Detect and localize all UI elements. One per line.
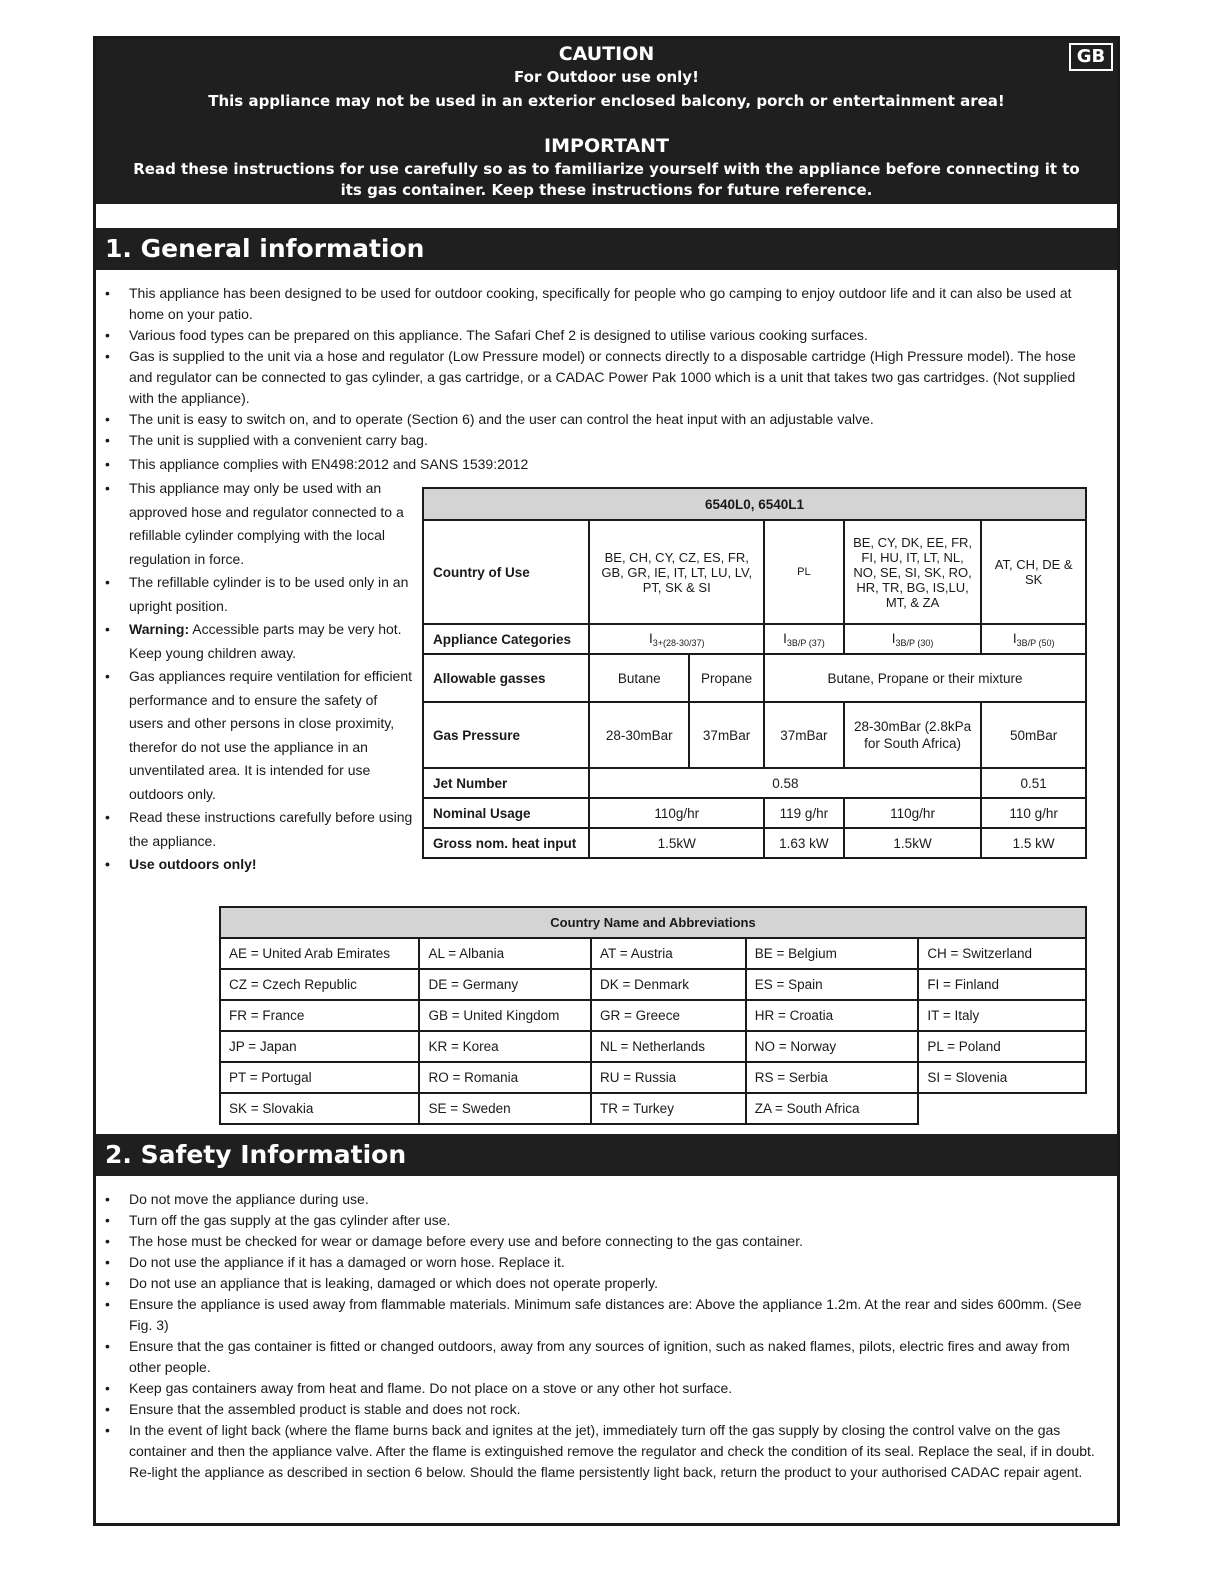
list-item: • Ensure that the gas container is fitted or changed outdoors, away from any sources of ignition, such as naked flames, pilots, electric fires and away from other people.	[96, 1336, 1096, 1378]
caution-balcony-line: This appliance may not be used in an exterior enclosed balcony, porch or entertainment area!	[208, 92, 1005, 110]
row-label-usage: Nominal Usage	[423, 798, 589, 828]
list-item: • Gas appliances require ventilation for efficient performance and to ensure the safety of users and other persons in close proximity, therefor do not use the appliance in an unventilated area. It is intended for use outdoors only.	[96, 665, 414, 806]
table-row	[220, 1093, 1086, 1124]
list-item: • Various food types can be prepared on this appliance. The Safari Chef 2 is designed to utilise various cooking surfaces.	[96, 325, 1096, 346]
table-cell: RU = Russia	[591, 1062, 746, 1093]
table-cell: $I_{3B/P (30)}$	[844, 624, 982, 654]
table-cell: 119 g/hr	[764, 798, 844, 828]
table-cell: 110 g/hr	[981, 798, 1086, 828]
section-2-heading: 2. Safety Information	[96, 1134, 1117, 1176]
list-item: • Use outdoors only!	[96, 853, 414, 877]
table-cell: SK = Slovakia	[220, 1093, 419, 1124]
general-info-list	[96, 283, 1096, 475]
table-row	[220, 938, 1086, 969]
important-text: Read these instructions for use carefully so as to familiarize yourself with the appliance before connecting it to its gas container. Keep these instructions for future reference.	[133, 160, 1080, 199]
table-cell: 0.58	[589, 768, 981, 798]
table-cell: JP = Japan	[220, 1031, 419, 1062]
table-cell: KR = Korea	[419, 1031, 591, 1062]
spec-table-header: 6540L0, 6540L1	[423, 488, 1086, 520]
row-label-heat: Gross nom. heat input	[423, 828, 589, 858]
table-cell: AT = Austria	[591, 938, 746, 969]
list-item: • Gas is supplied to the unit via a hose and regulator (Low Pressure model) or connects directly to a disposable cartridge (High Pressure model). The hose and regulator can be connected to gas cylinder, a gas cartridge, or a CADAC Power Pak 1000 which is a unit that takes two gas cartridges. (Not supplied with the appliance).	[96, 346, 1096, 409]
table-cell: HR = Croatia	[746, 1000, 919, 1031]
table-cell: $I_{3+(28-30/37)}$	[589, 624, 764, 654]
table-cell: PT = Portugal	[220, 1062, 419, 1093]
list-item: • Do not move the appliance during use.	[96, 1189, 1096, 1210]
table-cell: RS = Serbia	[746, 1062, 919, 1093]
table-cell: 110g/hr	[589, 798, 764, 828]
table-cell: 1.63 kW	[764, 828, 844, 858]
table-cell: IT = Italy	[918, 1000, 1086, 1031]
warning-text: Accessible parts may be very hot. Keep young children away.	[129, 621, 402, 661]
table-cell: 28-30mBar (2.8kPa for South Africa)	[844, 702, 982, 768]
table-cell: FR = France	[220, 1000, 419, 1031]
table-cell: GR = Greece	[591, 1000, 746, 1031]
list-item: • Do not use an appliance that is leaking, damaged or which does not operate properly.	[96, 1273, 1096, 1294]
table-cell: GB = United Kingdom	[419, 1000, 591, 1031]
table-cell: 37mBar	[689, 702, 764, 768]
table-cell: NO = Norway	[746, 1031, 919, 1062]
table-cell: 28-30mBar	[589, 702, 689, 768]
table-cell: CZ = Czech Republic	[220, 969, 419, 1000]
table-cell: 1.5kW	[844, 828, 982, 858]
table-cell: Butane, Propane or their mixture	[764, 654, 1086, 702]
table-cell: CH = Switzerland	[918, 938, 1086, 969]
warning-label: Warning:	[129, 621, 190, 637]
table-row	[220, 1031, 1086, 1062]
table-cell: TR = Turkey	[591, 1093, 746, 1124]
table-cell: ZA = South Africa	[746, 1093, 919, 1124]
list-item	[96, 618, 414, 665]
table-cell: AE = United Arab Emirates	[220, 938, 419, 969]
table-cell: NL = Netherlands	[591, 1031, 746, 1062]
caution-banner	[96, 39, 1117, 204]
table-cell: BE, CY, DK, EE, FR, FI, HU, IT, LT, NL, NO, SE, SI, SK, RO, HR, TR, BG, IS,LU, MT, & ZA	[844, 520, 982, 624]
list-item: • The refillable cylinder is to be used only in an upright position.	[96, 571, 414, 618]
table-cell: RO = Romania	[419, 1062, 591, 1093]
table-row	[220, 1062, 1086, 1093]
table-cell: SI = Slovenia	[918, 1062, 1086, 1093]
table-cell: Propane	[689, 654, 764, 702]
table-cell: 0.51	[981, 768, 1086, 798]
table-cell: BE, CH, CY, CZ, ES, FR, GB, GR, IE, IT, LT, LU, LV, PT, SK & SI	[589, 520, 764, 624]
row-label-jet: Jet Number	[423, 768, 589, 798]
table-cell: BE = Belgium	[746, 938, 919, 969]
table-cell: ES = Spain	[746, 969, 919, 1000]
list-item: • The hose must be checked for wear or damage before every use and before connecting to the gas container.	[96, 1231, 1096, 1252]
row-label-gasses: Allowable gasses	[423, 654, 589, 702]
table-cell: SE = Sweden	[419, 1093, 591, 1124]
section-1-heading: 1. General information	[96, 228, 1117, 270]
safety-info-list	[96, 1189, 1096, 1483]
table-cell: PL	[764, 520, 844, 624]
table-cell: 110g/hr	[844, 798, 982, 828]
list-item: • Ensure that the assembled product is stable and does not rock.	[96, 1399, 1096, 1420]
table-cell: $I_{3B/P (37)}$	[764, 624, 844, 654]
list-item: • Read these instructions carefully before using the appliance.	[96, 806, 414, 853]
list-item: • This appliance complies with EN498:2012 and SANS 1539:2012	[96, 454, 1096, 475]
table-row	[220, 969, 1086, 1000]
table-row	[220, 1000, 1086, 1031]
table-cell: PL = Poland	[918, 1031, 1086, 1062]
table-cell: AT, CH, DE & SK	[981, 520, 1086, 624]
row-label-pressure: Gas Pressure	[423, 702, 589, 768]
table-cell: DE = Germany	[419, 969, 591, 1000]
caution-outdoor-line: For Outdoor use only!	[514, 68, 699, 86]
table-cell: DK = Denmark	[591, 969, 746, 1000]
table-cell: 37mBar	[764, 702, 844, 768]
list-item: • The unit is supplied with a convenient carry bag.	[96, 430, 1096, 451]
table-cell: Butane	[589, 654, 689, 702]
table-cell: 1.5kW	[589, 828, 764, 858]
country-abbreviations-table	[219, 906, 1087, 1125]
row-label-country: Country of Use	[423, 520, 589, 624]
caution-title: CAUTION	[558, 43, 655, 65]
list-item: • Turn off the gas supply at the gas cylinder after use.	[96, 1210, 1096, 1231]
important-title: IMPORTANT	[544, 135, 669, 157]
list-item: • This appliance has been designed to be used for outdoor cooking, specifically for people who go camping to enjoy outdoor life and it can also be used at home on your patio.	[96, 283, 1096, 325]
list-item: • Ensure the appliance is used away from flammable materials. Minimum safe distances are: Above the appliance 1.2m. At the rear and sides 600mm. (See Fig. 3)	[96, 1294, 1096, 1336]
empty-cell	[918, 1093, 1086, 1124]
list-item: • This appliance may only be used with an approved hose and regulator connected to a refillable cylinder complying with the local regulation in force.	[96, 477, 414, 571]
country-table-header: Country Name and Abbreviations	[220, 907, 1086, 938]
list-item: • Do not use the appliance if it has a damaged or worn hose. Replace it.	[96, 1252, 1096, 1273]
language-badge: GB	[1069, 43, 1113, 71]
general-info-list-narrow	[96, 477, 414, 877]
list-item: • In the event of light back (where the flame burns back and ignites at the jet), immediately turn off the gas supply by closing the control valve on the gas container and then the appliance valve. After the flame is extinguished remove the regulator and check the condition of its seal. Replace the seal, if in doubt. Re-light the appliance as described in section 6 below. Should the flame persistently light back, return the product to your authorised CADAC repair agent.	[96, 1420, 1096, 1483]
list-item: • Keep gas containers away from heat and flame. Do not place on a stove or any other hot surface.	[96, 1378, 1096, 1399]
specification-table	[422, 487, 1087, 859]
table-cell: $I_{3B/P (50)}$	[981, 624, 1086, 654]
table-cell: FI = Finland	[918, 969, 1086, 1000]
row-label-categories: Appliance Categories	[423, 624, 589, 654]
list-item: • The unit is easy to switch on, and to operate (Section 6) and the user can control the heat input with an adjustable valve.	[96, 409, 1096, 430]
table-cell: 50mBar	[981, 702, 1086, 768]
table-cell: AL = Albania	[419, 938, 591, 969]
table-cell: 1.5 kW	[981, 828, 1086, 858]
